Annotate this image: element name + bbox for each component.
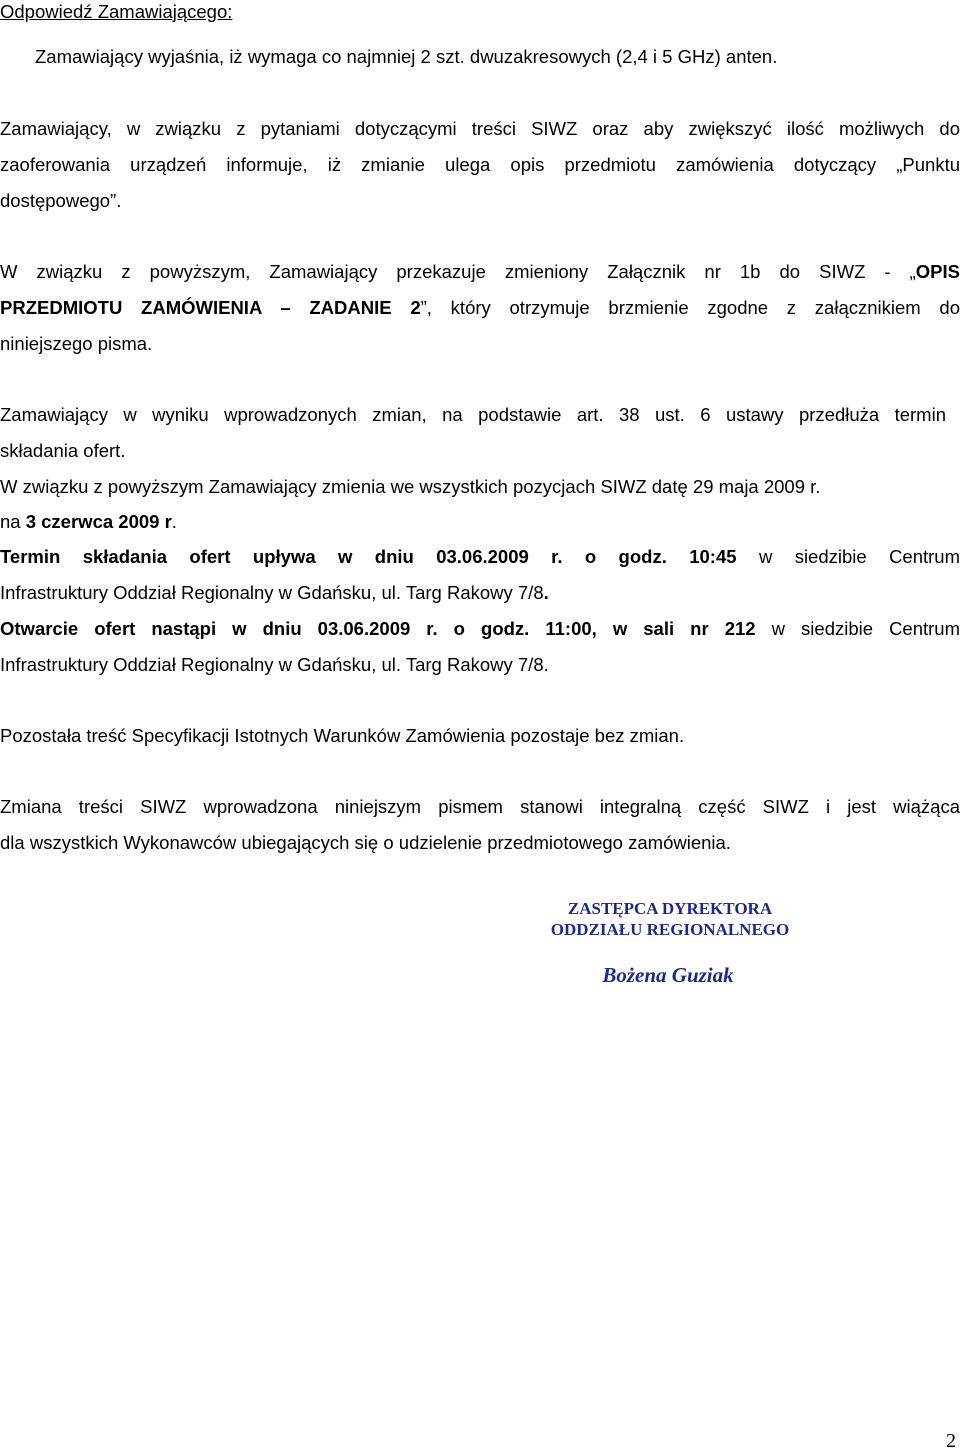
paragraph-attachment-line-1 (0, 261, 960, 283)
paragraph-opening-line-1: Otwarcie ofert nastąpi w dniu 03.06.2009 r. o godz. 11:00, w sali nr 212 w siedzibie Centrum (0, 618, 960, 639)
answer-heading: Odpowiedź Zamawiającego: (0, 1, 233, 22)
paragraph-antennas: Zamawiający wyjaśnia, iż wymaga co najmniej 2 szt. dwuzakresowych (2,4 i 5 GHz) anten. (35, 46, 778, 67)
paragraph-integral-line-1: Zmiana treści SIWZ wprowadzona niniejszym pismem stanowi integralną część SIWZ i jest wiążąca (0, 796, 960, 817)
paragraph-date-change: W związku z powyższym Zamawiający zmienia we wszystkich pozycjach SIWZ datę 29 maja 2009 r. (0, 476, 821, 497)
paragraph-extension-line-2: składania ofert. (0, 440, 126, 461)
attachment-text: W związku z powyższym, Zamawiający przekazuje zmieniony Załącznik nr 1b do SIWZ - „ (0, 261, 916, 282)
paragraph-deadline-line-1: Termin składania ofert upływa w dniu 03.06.2009 r. o godz. 10:45 w siedzibie Centrum (0, 546, 960, 567)
attachment-title-start: OPIS (915, 261, 960, 282)
paragraph-integral-line-2: dla wszystkich Wykonawców ubiegających się o udzielenie przedmiotowego zamówienia. (0, 832, 731, 853)
signature-title-1: ZASTĘPCA DYREKTORA (567, 899, 773, 918)
paragraph-attachment-line-3: niniejszego pisma. (0, 333, 153, 354)
attachment-text-cont: ”, który otrzymuje brzmienie zgodne z załącznikiem do (420, 297, 960, 318)
paragraph-new-date: na 3 czerwca 2009 r. (0, 511, 177, 532)
new-date: 3 czerwca 2009 r (25, 511, 172, 532)
signature-name: Bożena Guziak (602, 963, 734, 987)
paragraph-change-line-2: zaoferowania urządzeń informuje, iż zmianie ulega opis przedmiotu zamówienia dotyczący „Punktu (0, 154, 960, 175)
paragraph-change-line-1: Zamawiający, w związku z pytaniami dotyczącymi treści SIWZ oraz aby zwiększyć ilość możliwych do (0, 118, 960, 139)
paragraph-change-line-3: dostępowego”. (0, 190, 122, 211)
paragraph-remaining: Pozostała treść Specyfikacji Istotnych Warunków Zamówienia pozostaje bez zmian. (0, 725, 685, 746)
deadline-bold: Termin składania ofert upływa w dniu 03.06.2009 r. o godz. 10:45 (0, 546, 737, 567)
paragraph-opening-line-2: Infrastruktury Oddział Regionalny w Gdańsku, ul. Targ Rakowy 7/8. (0, 654, 549, 675)
signature-title-2: ODDZIAŁU REGIONALNEGO (550, 920, 790, 939)
attachment-title-end: PRZEDMIOTU ZAMÓWIENIA – ZADANIE 2 (0, 297, 421, 318)
paragraph-attachment-line-2 (0, 297, 960, 319)
paragraph-extension-line-1: Zamawiający w wyniku wprowadzonych zmian, na podstawie art. 38 ust. 6 ustawy przedłuża termin (0, 404, 946, 425)
opening-bold: Otwarcie ofert nastąpi w dniu 03.06.2009 r. o godz. 11:00, w sali nr 212 (0, 618, 756, 639)
paragraph-deadline-line-2: Infrastruktury Oddział Regionalny w Gdańsku, ul. Targ Rakowy 7/8. (0, 582, 549, 603)
page-number: 2 (946, 1430, 956, 1452)
